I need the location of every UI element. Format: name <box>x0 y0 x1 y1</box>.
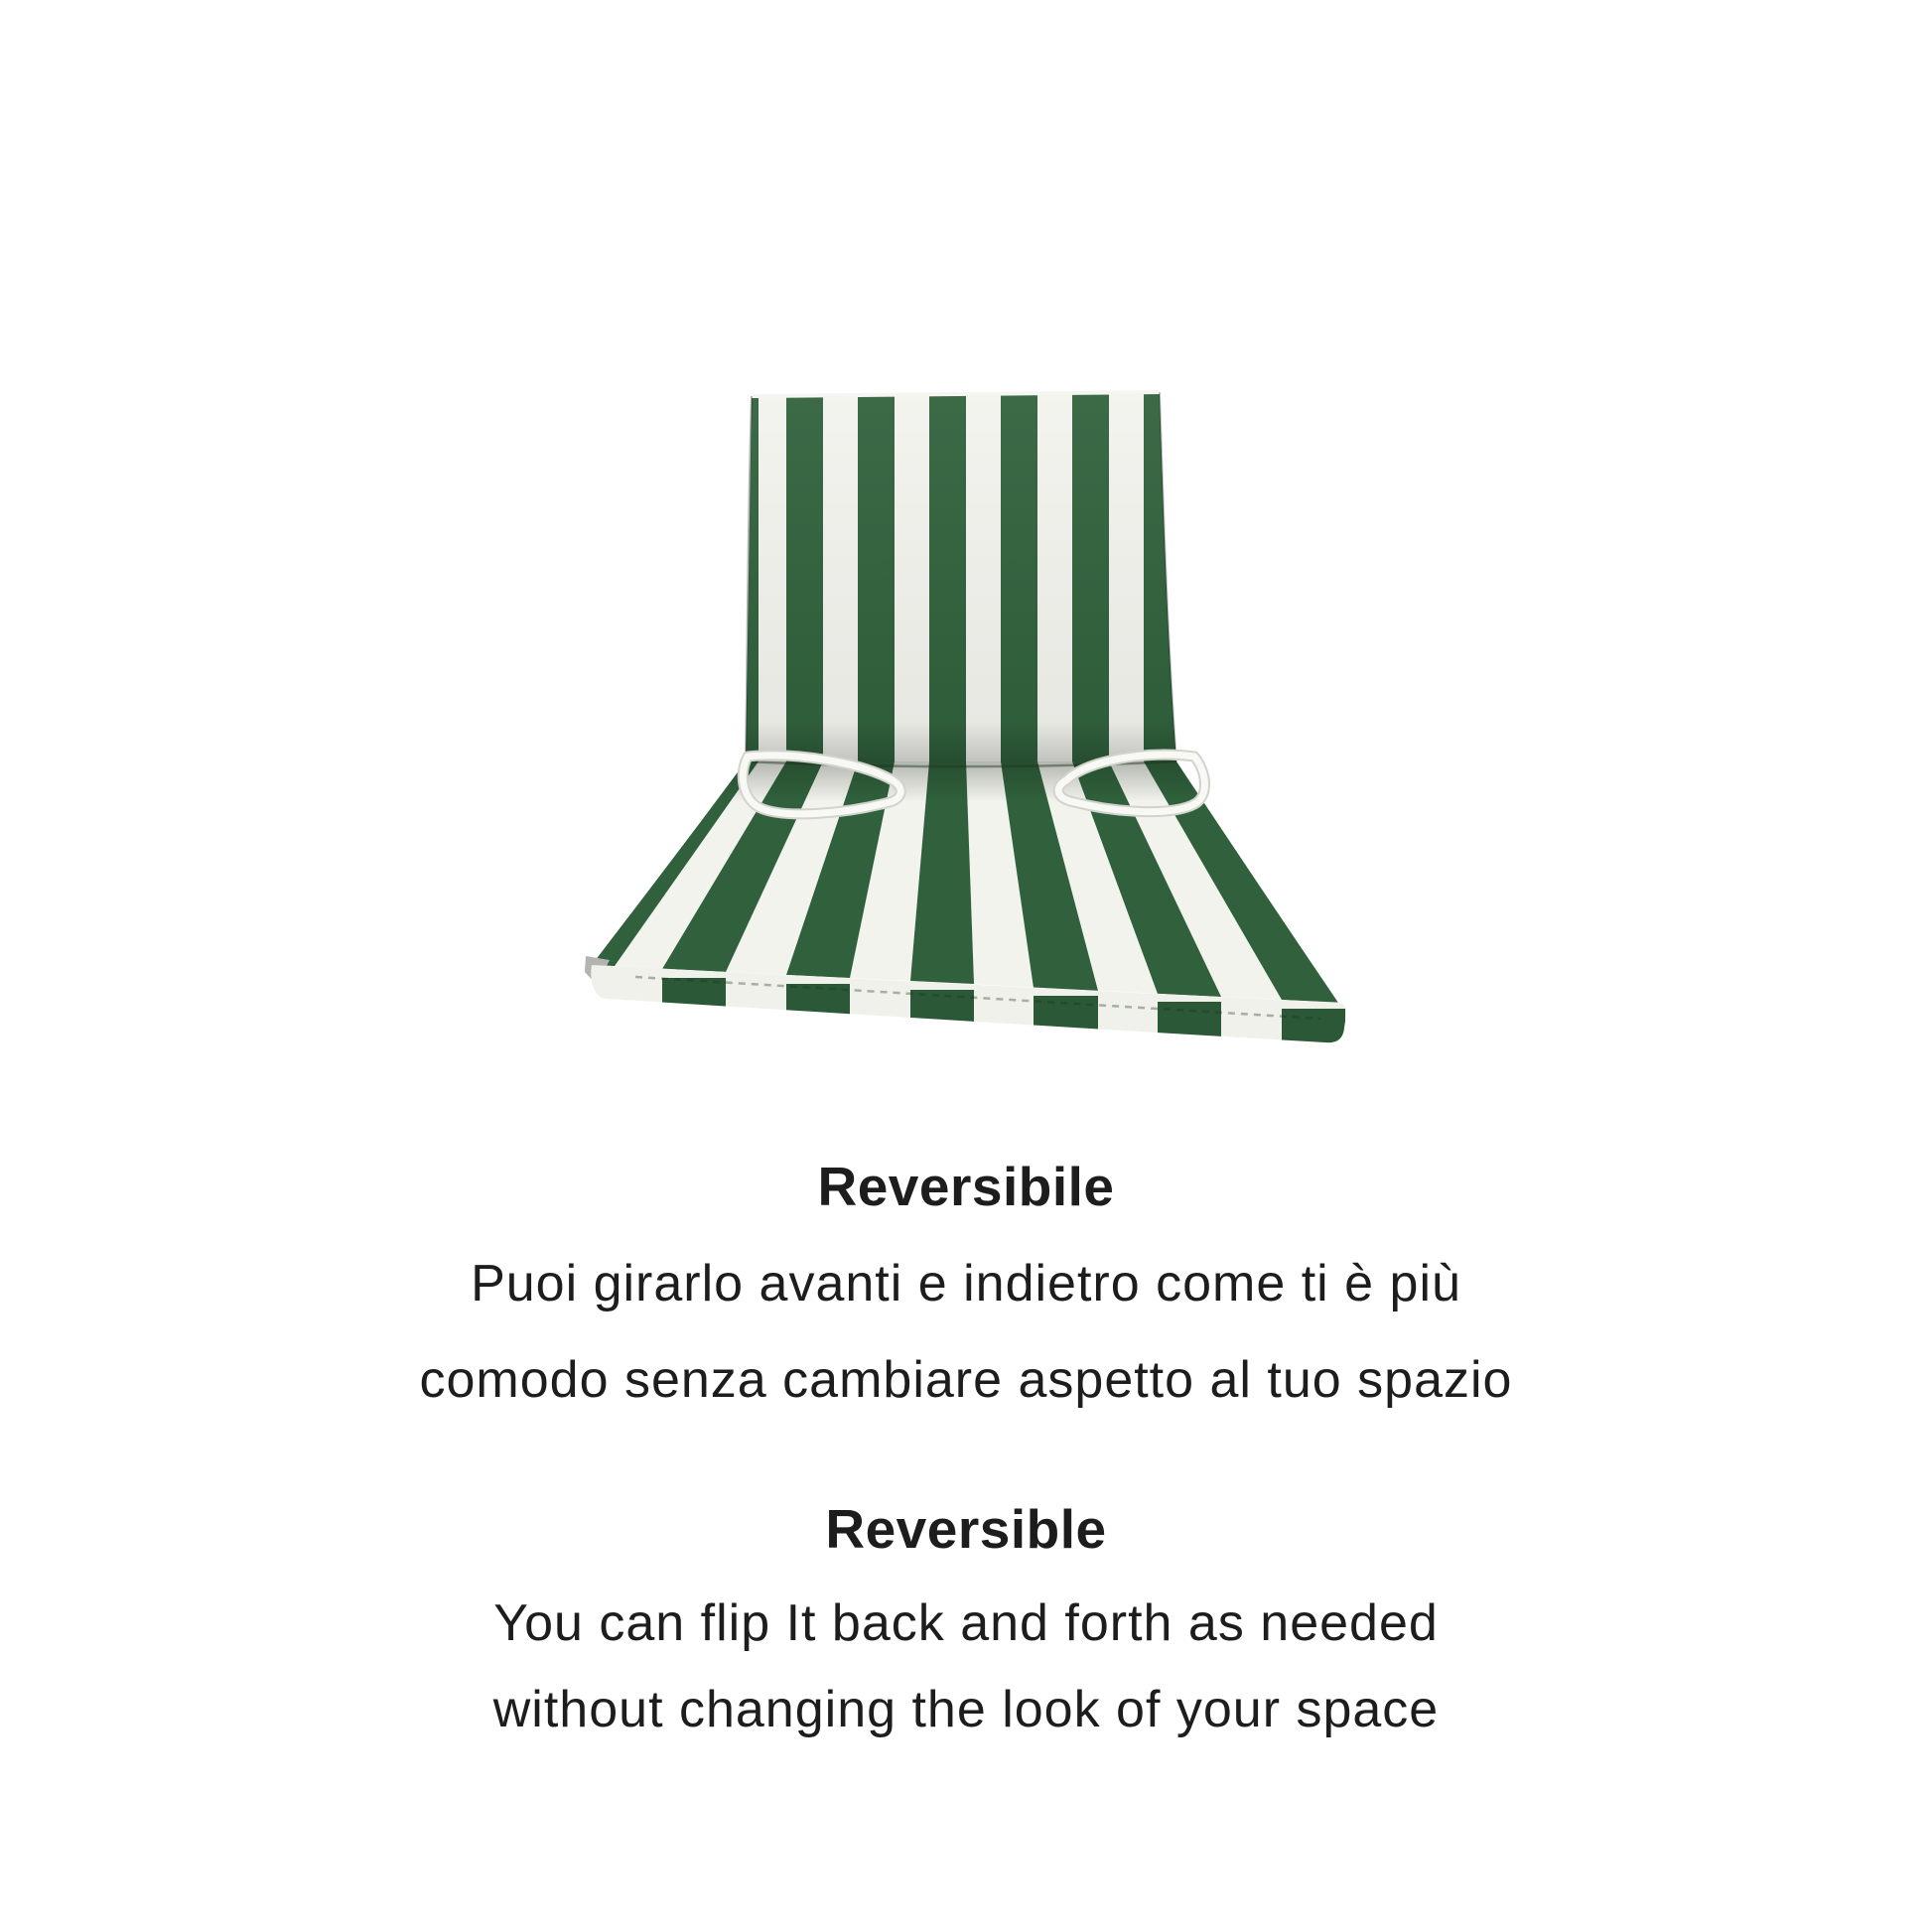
english-body-line-1: You can flip It back and forth as needed <box>493 1594 1439 1652</box>
italian-body-line-2: comodo senza cambiare aspetto al tuo spazio <box>419 1351 1513 1409</box>
cushion-backrest <box>735 385 1187 766</box>
english-body-line-2: without changing the look of your space <box>492 1681 1440 1738</box>
italian-heading: Reversibile <box>817 1156 1115 1217</box>
italian-body-line-1: Puoi girarlo avanti e indietro come ti è più <box>471 1255 1461 1312</box>
english-heading: Reversible <box>825 1498 1107 1560</box>
